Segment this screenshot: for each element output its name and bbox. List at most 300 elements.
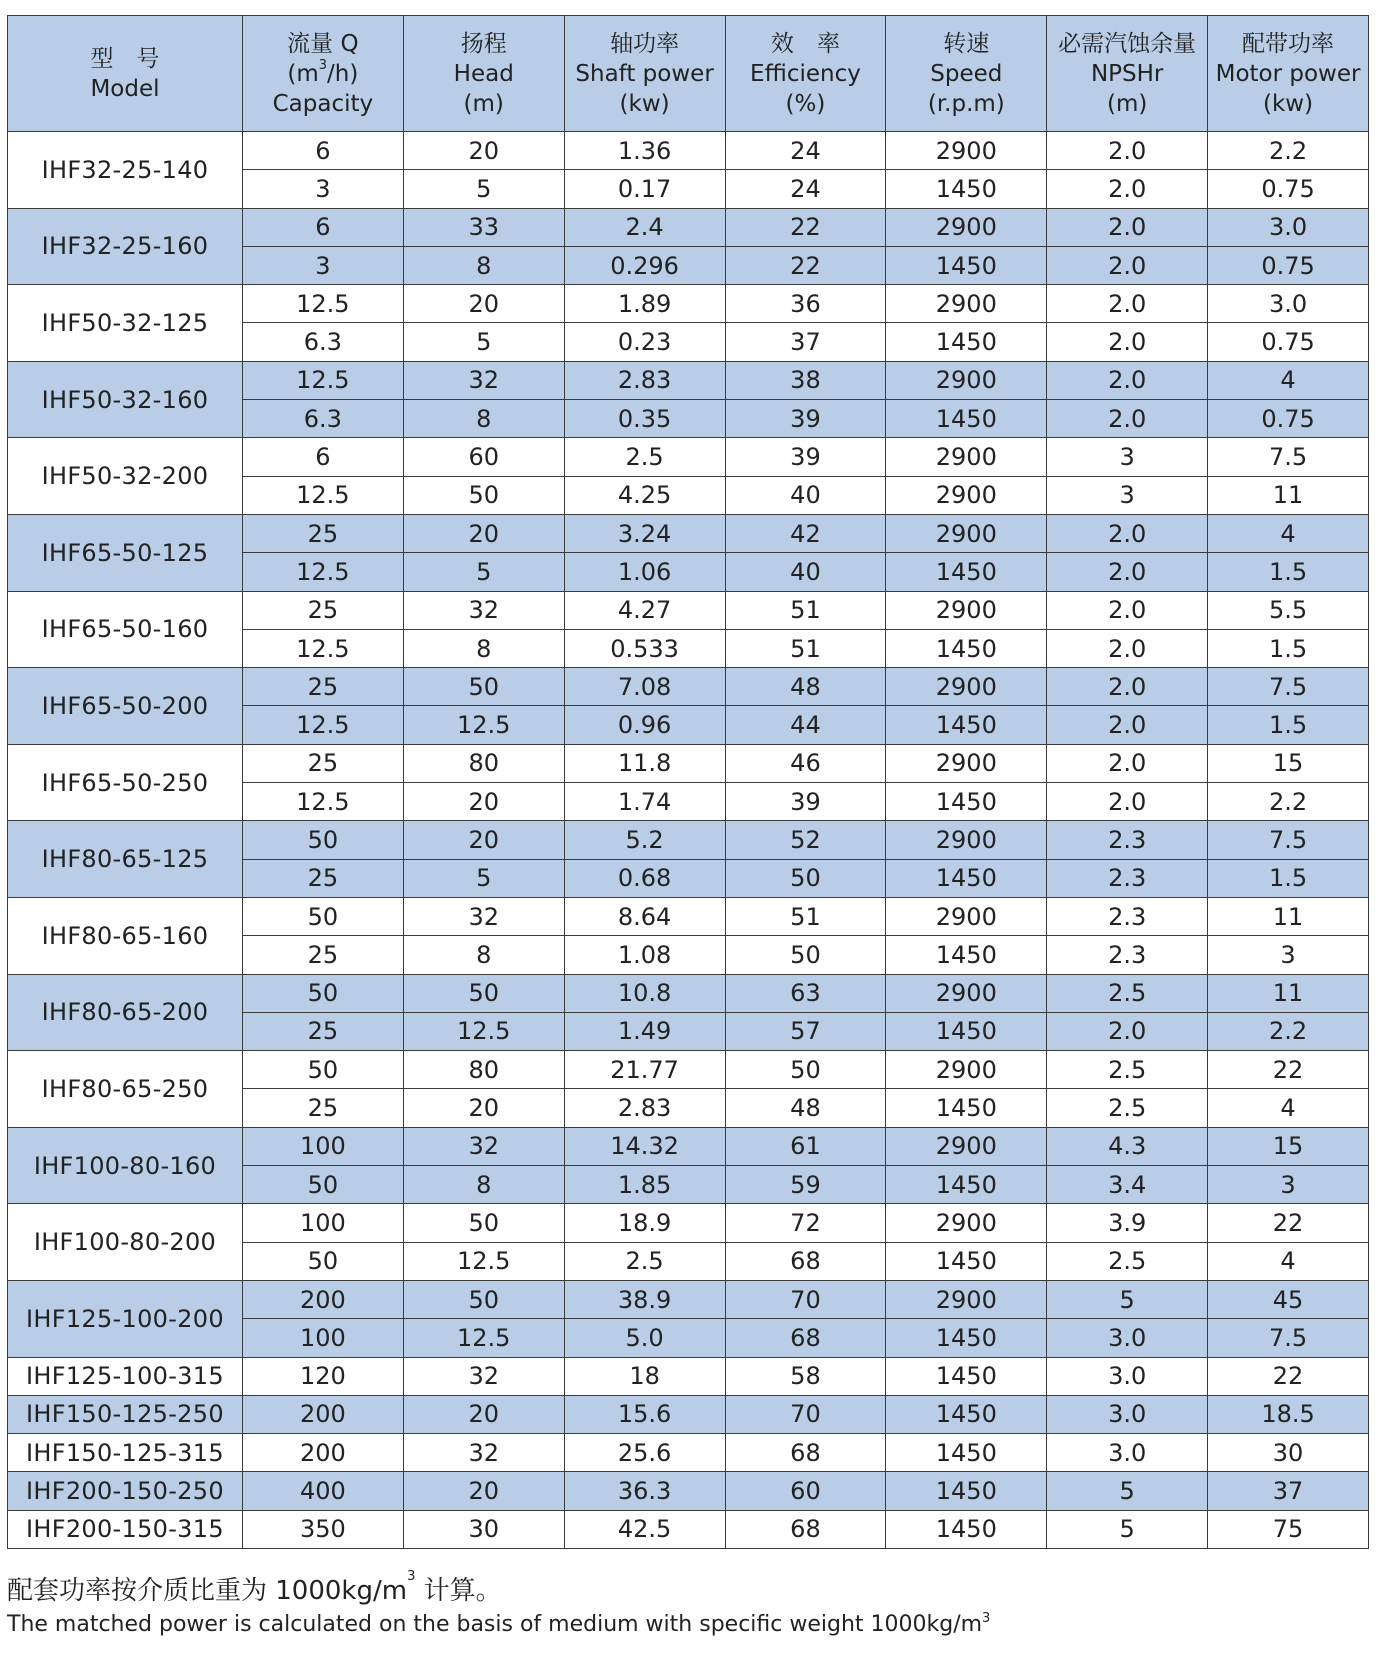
value-cell: 42 [725,514,886,552]
value-cell: 3 [242,170,403,208]
value-cell: 42.5 [564,1510,725,1548]
value-cell: 0.68 [564,859,725,897]
value-cell: 0.35 [564,400,725,438]
value-cell: 4 [1208,514,1369,552]
value-cell: 4 [1208,1242,1369,1280]
value-cell: 2.0 [1047,132,1208,170]
value-cell: 30 [403,1510,564,1548]
header-npshr-unit: (m) [1106,90,1148,117]
value-cell: 11.8 [564,744,725,782]
model-cell: IHF125-100-200 [8,1280,243,1357]
value-cell: 50 [242,1242,403,1280]
header-capacity [242,16,403,132]
value-cell: 7.5 [1208,668,1369,706]
value-cell: 2900 [886,285,1047,323]
model-cell: IHF80-65-200 [8,974,243,1051]
value-cell: 2.0 [1047,400,1208,438]
table-row [8,1280,1369,1318]
value-cell: 2.5 [1047,974,1208,1012]
header-speed-en: Speed [930,60,1003,87]
header-speed-cn: 转速 [943,30,990,57]
model-cell: IHF150-125-315 [8,1434,243,1472]
value-cell: 0.75 [1208,400,1369,438]
header-shaft-power-unit: (kw) [619,90,670,117]
value-cell: 1.06 [564,553,725,591]
table-row [8,821,1369,859]
value-cell: 2.0 [1047,514,1208,552]
value-cell: 22 [1208,1357,1369,1395]
table-header-row [8,16,1369,132]
value-cell: 3.0 [1047,1395,1208,1433]
value-cell: 1450 [886,1472,1047,1510]
value-cell: 18 [564,1357,725,1395]
pump-spec-table [7,15,1369,1549]
value-cell: 1450 [886,400,1047,438]
table-row [8,1434,1369,1472]
header-motor-power-unit: (kw) [1263,90,1314,117]
value-cell: 50 [725,1051,886,1089]
value-cell: 2.0 [1047,170,1208,208]
value-cell: 12.5 [242,476,403,514]
value-cell: 3.0 [1047,1319,1208,1357]
value-cell: 2900 [886,1204,1047,1242]
value-cell: 5 [403,553,564,591]
value-cell: 2.5 [1047,1089,1208,1127]
value-cell: 2.3 [1047,821,1208,859]
header-efficiency-en: Efficiency [750,60,861,87]
value-cell: 2.83 [564,361,725,399]
value-cell: 68 [725,1242,886,1280]
value-cell: 48 [725,668,886,706]
value-cell: 5 [1047,1472,1208,1510]
value-cell: 2.0 [1047,668,1208,706]
value-cell: 60 [403,438,564,476]
value-cell: 44 [725,706,886,744]
value-cell: 100 [242,1204,403,1242]
value-cell: 2900 [886,361,1047,399]
value-cell: 25 [242,859,403,897]
value-cell: 51 [725,591,886,629]
value-cell: 50 [242,974,403,1012]
model-cell: IHF200-150-250 [8,1472,243,1510]
value-cell: 20 [403,783,564,821]
value-cell: 6 [242,208,403,246]
value-cell: 3.0 [1208,208,1369,246]
value-cell: 5 [1047,1510,1208,1548]
value-cell: 50 [242,821,403,859]
value-cell: 12.5 [403,1319,564,1357]
value-cell: 2.0 [1047,361,1208,399]
value-cell: 50 [242,1166,403,1204]
footnote-cn: 配套功率按介质比重为 $1000kg/m^3$ 计算。 [7,1569,502,1606]
value-cell: 6 [242,438,403,476]
value-cell: 400 [242,1472,403,1510]
value-cell: 25 [242,591,403,629]
value-cell: 12.5 [403,706,564,744]
value-cell: 12.5 [242,361,403,399]
value-cell: 3 [242,246,403,284]
value-cell: 2900 [886,1127,1047,1165]
value-cell: 4.3 [1047,1127,1208,1165]
value-cell: 32 [403,361,564,399]
value-cell: 2.0 [1047,208,1208,246]
value-cell: 2.3 [1047,936,1208,974]
value-cell: 8.64 [564,897,725,935]
value-cell: 58 [725,1357,886,1395]
value-cell: 2.5 [1047,1242,1208,1280]
header-npshr-cn: 必需汽蚀余量 [1058,30,1197,57]
value-cell: 3.4 [1047,1166,1208,1204]
value-cell: 57 [725,1012,886,1050]
footnote-en: The matched power is calculated on the basis of medium with specific weight $1000kg/m^3$ [7,1611,991,1637]
table-row [8,208,1369,246]
header-npshr [1047,16,1208,132]
header-efficiency-unit: (%) [785,90,826,117]
value-cell: 37 [725,323,886,361]
value-cell: 2.0 [1047,553,1208,591]
value-cell: 1450 [886,1089,1047,1127]
value-cell: 3.9 [1047,1204,1208,1242]
value-cell: 1450 [886,1166,1047,1204]
value-cell: 8 [403,1166,564,1204]
value-cell: 50 [403,668,564,706]
value-cell: 50 [725,936,886,974]
value-cell: 1450 [886,170,1047,208]
value-cell: 15 [1208,744,1369,782]
value-cell: 50 [725,859,886,897]
value-cell: 36 [725,285,886,323]
value-cell: 1450 [886,936,1047,974]
value-cell: 32 [403,1127,564,1165]
value-cell: 200 [242,1434,403,1472]
header-model-en: Model [90,75,160,102]
header-shaft-power [564,16,725,132]
value-cell: 11 [1208,897,1369,935]
table-row [8,1472,1369,1510]
table-body [8,132,1369,1549]
value-cell: 7.5 [1208,1319,1369,1357]
table-row [8,1510,1369,1548]
value-cell: 75 [1208,1510,1369,1548]
value-cell: 120 [242,1357,403,1395]
value-cell: 2900 [886,132,1047,170]
header-shaft-power-en: Shaft power [575,60,714,87]
table-row [8,361,1369,399]
value-cell: 1.89 [564,285,725,323]
value-cell: 1450 [886,629,1047,667]
value-cell: 5 [1047,1280,1208,1318]
value-cell: 3 [1047,476,1208,514]
model-cell: IHF32-25-160 [8,208,243,285]
header-head-cn: 扬程 [460,30,507,57]
table-row [8,1127,1369,1165]
value-cell: 12.5 [403,1242,564,1280]
value-cell: 50 [242,897,403,935]
value-cell: 50 [403,1204,564,1242]
table-row [8,438,1369,476]
value-cell: 50 [242,1051,403,1089]
model-cell: IHF80-65-160 [8,897,243,974]
value-cell: 10.8 [564,974,725,1012]
value-cell: 2900 [886,668,1047,706]
value-cell: 1.74 [564,783,725,821]
value-cell: 68 [725,1510,886,1548]
header-head [403,16,564,132]
value-cell: 46 [725,744,886,782]
value-cell: 2900 [886,821,1047,859]
value-cell: 2.0 [1047,285,1208,323]
value-cell: 25 [242,514,403,552]
table-row [8,132,1369,170]
value-cell: 24 [725,132,886,170]
value-cell: 1.36 [564,132,725,170]
value-cell: 0.296 [564,246,725,284]
value-cell: 80 [403,744,564,782]
model-cell: IHF50-32-200 [8,438,243,515]
value-cell: 5.0 [564,1319,725,1357]
value-cell: 80 [403,1051,564,1089]
value-cell: 6 [242,132,403,170]
value-cell: 59 [725,1166,886,1204]
value-cell: 60 [725,1472,886,1510]
value-cell: 21.77 [564,1051,725,1089]
value-cell: 7.5 [1208,438,1369,476]
value-cell: 100 [242,1127,403,1165]
value-cell: 22 [725,208,886,246]
value-cell: 2.83 [564,1089,725,1127]
value-cell: 2.5 [564,438,725,476]
value-cell: 1.5 [1208,553,1369,591]
value-cell: 5 [403,170,564,208]
table-row [8,668,1369,706]
header-speed [886,16,1047,132]
value-cell: 1450 [886,246,1047,284]
value-cell: 1.08 [564,936,725,974]
value-cell: 40 [725,553,886,591]
value-cell: 2900 [886,897,1047,935]
value-cell: 2.0 [1047,246,1208,284]
value-cell: 12.5 [242,553,403,591]
value-cell: 0.96 [564,706,725,744]
value-cell: 25 [242,744,403,782]
value-cell: 22 [1208,1204,1369,1242]
header-npshr-en: NPSHr [1090,60,1164,87]
value-cell: 4.25 [564,476,725,514]
value-cell: 0.75 [1208,170,1369,208]
value-cell: 52 [725,821,886,859]
value-cell: 2900 [886,1051,1047,1089]
value-cell: 1450 [886,553,1047,591]
table-row [8,285,1369,323]
table-row [8,1204,1369,1242]
value-cell: 1450 [886,1319,1047,1357]
model-cell: IHF80-65-125 [8,821,243,898]
value-cell: 1450 [886,1012,1047,1050]
value-cell: 50 [403,1280,564,1318]
value-cell: 2.0 [1047,591,1208,629]
model-cell: IHF65-50-125 [8,514,243,591]
value-cell: 1.85 [564,1166,725,1204]
value-cell: 2900 [886,438,1047,476]
header-capacity-unit: $(m^3/h)$ [287,57,359,87]
value-cell: 20 [403,285,564,323]
value-cell: 6.3 [242,400,403,438]
model-cell: IHF50-32-160 [8,361,243,438]
value-cell: 2.3 [1047,859,1208,897]
value-cell: 1450 [886,1510,1047,1548]
value-cell: 5.5 [1208,591,1369,629]
model-cell: IHF32-25-140 [8,132,243,209]
value-cell: 5.2 [564,821,725,859]
value-cell: 20 [403,132,564,170]
value-cell: 2.4 [564,208,725,246]
value-cell: 50 [403,476,564,514]
header-capacity-cn: 流量 Q [287,30,359,57]
value-cell: 38 [725,361,886,399]
value-cell: 8 [403,936,564,974]
value-cell: 37 [1208,1472,1369,1510]
header-model [8,16,243,132]
value-cell: 25.6 [564,1434,725,1472]
model-cell: IHF65-50-250 [8,744,243,821]
value-cell: 2.2 [1208,132,1369,170]
value-cell: 14.32 [564,1127,725,1165]
value-cell: 1.5 [1208,706,1369,744]
value-cell: 20 [403,1089,564,1127]
value-cell: 2.0 [1047,706,1208,744]
value-cell: 30 [1208,1434,1369,1472]
value-cell: 3 [1047,438,1208,476]
value-cell: 12.5 [242,783,403,821]
value-cell: 20 [403,1395,564,1433]
value-cell: 3.0 [1047,1434,1208,1472]
value-cell: 0.75 [1208,246,1369,284]
value-cell: 2.0 [1047,1012,1208,1050]
value-cell: 8 [403,246,564,284]
header-motor-power-cn: 配带功率 [1242,30,1335,57]
value-cell: 1450 [886,323,1047,361]
value-cell: 4.27 [564,591,725,629]
value-cell: 68 [725,1434,886,1472]
value-cell: 2900 [886,476,1047,514]
model-cell: IHF125-100-315 [8,1357,243,1395]
value-cell: 1450 [886,1395,1047,1433]
header-motor-power-en: Motor power [1215,60,1361,87]
value-cell: 36.3 [564,1472,725,1510]
value-cell: 61 [725,1127,886,1165]
value-cell: 38.9 [564,1280,725,1318]
value-cell: 25 [242,936,403,974]
value-cell: 48 [725,1089,886,1127]
value-cell: 20 [403,1472,564,1510]
value-cell: 3.24 [564,514,725,552]
value-cell: 1450 [886,783,1047,821]
value-cell: 70 [725,1395,886,1433]
value-cell: 39 [725,400,886,438]
value-cell: 2.0 [1047,629,1208,667]
value-cell: 72 [725,1204,886,1242]
value-cell: 8 [403,629,564,667]
value-cell: 25 [242,668,403,706]
value-cell: 3.0 [1047,1357,1208,1395]
value-cell: 15 [1208,1127,1369,1165]
value-cell: 0.23 [564,323,725,361]
value-cell: 11 [1208,476,1369,514]
header-motor-power [1208,16,1369,132]
header-speed-unit: (r.p.m) [927,90,1005,117]
value-cell: 0.75 [1208,323,1369,361]
value-cell: 0.17 [564,170,725,208]
value-cell: 32 [403,897,564,935]
value-cell: 1450 [886,859,1047,897]
value-cell: 18.5 [1208,1395,1369,1433]
model-cell: IHF50-32-125 [8,285,243,362]
value-cell: 20 [403,514,564,552]
value-cell: 2.0 [1047,783,1208,821]
value-cell: 3 [1208,936,1369,974]
header-model-cn: 型 号 [90,45,160,72]
value-cell: 8 [403,400,564,438]
value-cell: 3 [1208,1166,1369,1204]
header-capacity-en: Capacity [272,90,374,117]
header-efficiency-cn: 效 率 [770,30,840,57]
header-head-unit: (m) [463,90,504,117]
model-cell: IHF100-80-200 [8,1204,243,1281]
table-row [8,897,1369,935]
value-cell: 0.533 [564,629,725,667]
table-row [8,514,1369,552]
value-cell: 7.5 [1208,821,1369,859]
value-cell: 2.3 [1047,897,1208,935]
model-cell: IHF100-80-160 [8,1127,243,1204]
value-cell: 2.2 [1208,783,1369,821]
value-cell: 1450 [886,1357,1047,1395]
value-cell: 2.5 [1047,1051,1208,1089]
value-cell: 12.5 [242,629,403,667]
value-cell: 22 [725,246,886,284]
header-head-en: Head [453,60,514,87]
value-cell: 2.5 [564,1242,725,1280]
table-row [8,974,1369,1012]
value-cell: 51 [725,897,886,935]
value-cell: 2900 [886,1280,1047,1318]
value-cell: 50 [403,974,564,1012]
value-cell: 20 [403,821,564,859]
value-cell: 40 [725,476,886,514]
value-cell: 32 [403,1357,564,1395]
value-cell: 24 [725,170,886,208]
value-cell: 2.2 [1208,1012,1369,1050]
value-cell: 2900 [886,514,1047,552]
value-cell: 5 [403,859,564,897]
value-cell: 5 [403,323,564,361]
value-cell: 1450 [886,706,1047,744]
value-cell: 45 [1208,1280,1369,1318]
value-cell: 33 [403,208,564,246]
model-cell: IHF200-150-315 [8,1510,243,1548]
value-cell: 70 [725,1280,886,1318]
model-cell: IHF80-65-250 [8,1051,243,1128]
value-cell: 2900 [886,208,1047,246]
value-cell: 32 [403,591,564,629]
value-cell: 2.0 [1047,744,1208,782]
value-cell: 15.6 [564,1395,725,1433]
value-cell: 11 [1208,974,1369,1012]
value-cell: 2900 [886,744,1047,782]
value-cell: 32 [403,1434,564,1472]
value-cell: 2.0 [1047,323,1208,361]
value-cell: 1450 [886,1242,1047,1280]
